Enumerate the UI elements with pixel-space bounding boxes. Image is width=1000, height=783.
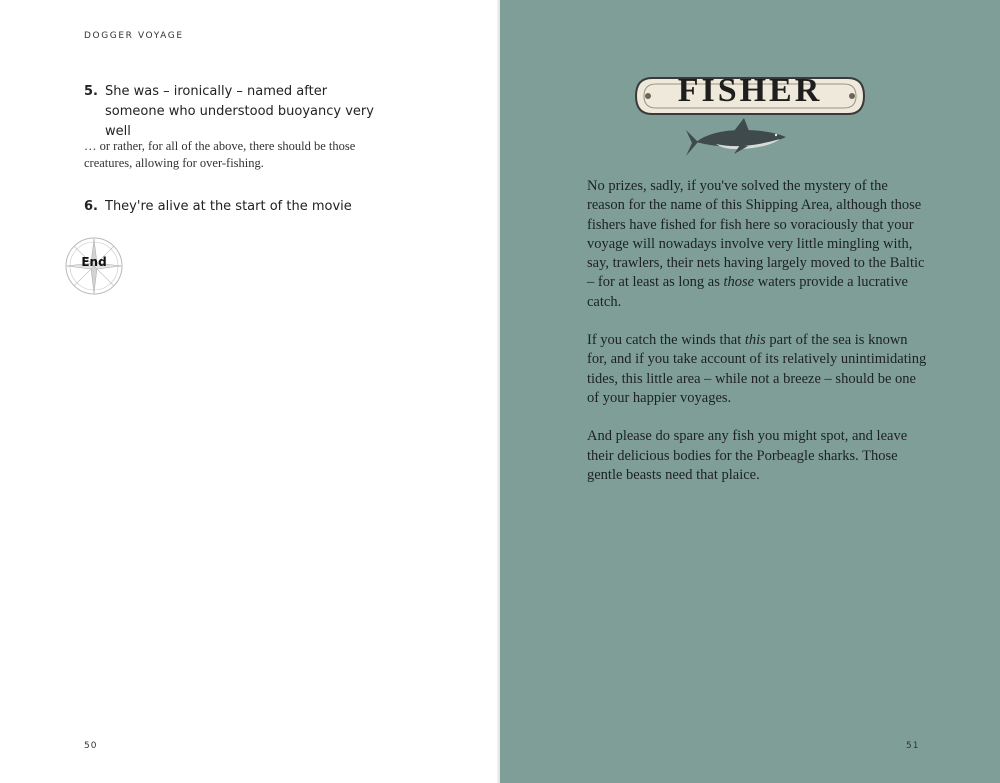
shark-icon xyxy=(686,118,786,156)
question-5 xyxy=(84,82,375,142)
question-6 xyxy=(84,197,375,217)
question-number: 6. xyxy=(84,199,98,214)
emphasis: those xyxy=(723,274,755,291)
paragraph-1: No prizes, sadly, if you've solved the mystery of the reason for the name of this Shipping Area, although those fishers have fished for fish here so voraciously that your voyage will nowadays involve very little mingling with, say, trawlers, their nets having largely moved to the Baltic – for at least as long as those waters provide a lucrative catch. xyxy=(587,178,925,310)
question-number: 5. xyxy=(84,84,98,99)
emphasis: this xyxy=(744,332,766,349)
running-head: DOGGER VOYAGE xyxy=(84,31,184,41)
end-label: End xyxy=(81,255,107,269)
page-number-left: 50 xyxy=(84,741,98,751)
page-number-right: 51 xyxy=(906,741,920,751)
answer-note: … or rather, for all of the above, there should be those creatures, allowing for over-fishing. xyxy=(84,139,356,170)
body-text xyxy=(587,177,927,504)
paragraph-3: And please do spare any fish you might spot, and leave their delicious bodies for the Porbeagle sharks. Those gentle beasts need that plaice. xyxy=(587,428,908,483)
end-marker xyxy=(64,236,124,296)
question-text: She was – ironically – named after someone who understood buoyancy very well xyxy=(105,84,374,139)
banner-title: FISHER xyxy=(677,72,823,109)
paragraph-2: If you catch the winds that this part of the sea is known for, and if you take account of its relatively unintimidating tides, this little area – while not a breeze – should be one of your happier voyages. xyxy=(587,332,927,406)
title-banner xyxy=(630,68,870,160)
question-text: They're alive at the start of the movie xyxy=(105,199,352,214)
